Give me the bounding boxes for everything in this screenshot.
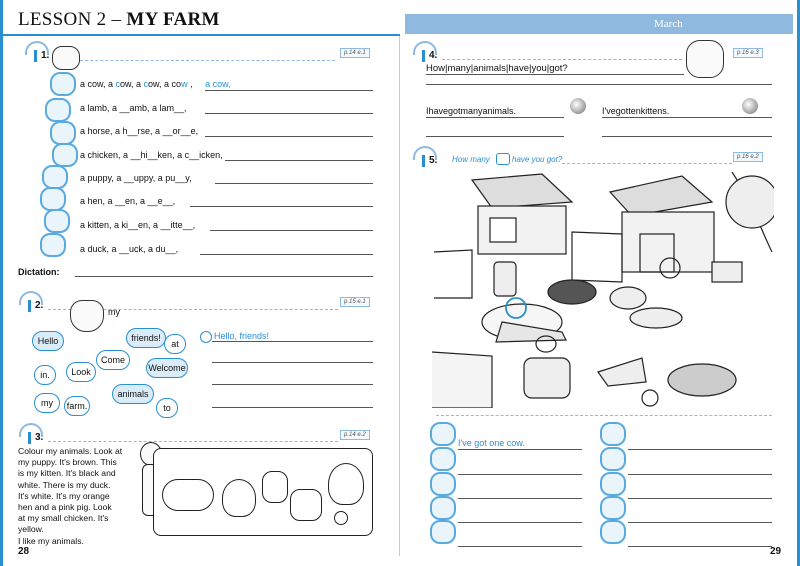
writing-line[interactable]	[628, 474, 772, 475]
exercise-5-hint: How many	[452, 155, 490, 164]
writing-line[interactable]	[628, 498, 772, 499]
exercise-4-number: 4.	[422, 50, 445, 62]
exercise-5-hint-2: have you got?	[512, 155, 563, 164]
dictation-label: Dictation:	[18, 267, 60, 277]
word-line-8: a duck, a __uck, a du__,	[80, 244, 179, 254]
duck-icon	[40, 233, 66, 257]
exercise-divider	[48, 441, 338, 442]
kitten-icon	[44, 209, 70, 233]
chicken-icon	[52, 143, 78, 167]
writing-line[interactable]	[628, 522, 772, 523]
book-reference: p.16 e.2	[733, 152, 763, 162]
page-number-left: 28	[18, 546, 30, 557]
word-line-3: a horse, a h__rse, a __or__e,	[80, 126, 199, 136]
puppy-icon	[600, 447, 626, 471]
word-cloud: Look	[66, 362, 96, 382]
left-edge	[0, 0, 3, 566]
exercise-4-answer-2: I'vegottenkittens.	[602, 106, 670, 116]
cat-head-icon	[52, 46, 80, 70]
word-cloud: my	[34, 393, 60, 413]
writing-line[interactable]	[205, 90, 373, 91]
writing-line[interactable]	[426, 84, 772, 85]
animal-hint-icon	[496, 153, 510, 165]
book-reference: p.14 e.2	[340, 430, 370, 440]
chicken-icon	[600, 496, 626, 520]
word-line-6: a hen, a __en, a __e__,	[80, 196, 176, 206]
month-label: March	[654, 18, 683, 30]
exercise-2-answer: Hello, friends!	[214, 331, 270, 341]
word-line-1: a cow, a cow, a cow, a cow , a cow,	[80, 79, 231, 89]
exercise-divider	[562, 163, 732, 164]
writing-line[interactable]	[602, 117, 772, 118]
kitten-icon	[600, 472, 626, 496]
word-cloud: Welcome	[146, 358, 188, 378]
goat-icon	[600, 520, 626, 544]
word-cloud: my	[108, 307, 120, 317]
writing-line[interactable]	[628, 546, 772, 547]
word-cloud: to	[156, 398, 178, 418]
exercise-divider	[436, 415, 772, 416]
writing-line[interactable]	[212, 362, 373, 363]
word-cloud: friends!	[126, 328, 166, 348]
book-reference: p.14 e.1	[340, 48, 370, 58]
hen-icon	[40, 187, 66, 211]
yarn-ball-icon	[570, 98, 586, 114]
exercise-1-number: 1.	[34, 50, 57, 62]
writing-line[interactable]	[426, 136, 564, 137]
word-cloud: Hello	[32, 331, 64, 351]
writing-line[interactable]	[602, 136, 772, 137]
pig-icon	[162, 479, 214, 511]
page-gutter	[399, 36, 400, 556]
word-cloud: animals	[112, 384, 154, 404]
writing-line[interactable]	[205, 136, 373, 137]
dictation-line[interactable]	[75, 276, 373, 277]
word-cloud: at	[164, 334, 186, 354]
header-bar-right	[405, 14, 793, 34]
hen-icon	[328, 463, 364, 505]
farm-scene-picture	[432, 172, 774, 408]
animals-picture	[153, 448, 373, 536]
writing-line[interactable]	[458, 449, 582, 450]
exercise-divider	[442, 59, 682, 60]
writing-line[interactable]	[426, 117, 564, 118]
yarn-ball-icon	[742, 98, 758, 114]
cow-icon	[50, 72, 76, 96]
lamb-icon	[45, 98, 71, 122]
puppy-icon	[290, 489, 322, 521]
word-cloud: in.	[34, 365, 56, 385]
writing-line[interactable]	[205, 113, 373, 114]
writing-line[interactable]	[426, 74, 684, 75]
writing-line[interactable]	[458, 546, 582, 547]
horse-icon	[430, 447, 456, 471]
lesson-title: LESSON 2 – MY FARM	[18, 9, 220, 30]
exercise-5-answer: I've got one cow.	[458, 438, 525, 448]
exercise-4-answer-1: Ihavegotmanyanimals.	[426, 106, 517, 116]
writing-line[interactable]	[210, 230, 373, 231]
writing-line[interactable]	[628, 449, 772, 450]
writing-line[interactable]	[212, 407, 373, 408]
duck-icon	[222, 479, 256, 517]
word-line-4: a chicken, a __hi__ken, a c__icken,	[80, 150, 223, 160]
word-line-7: a kitten, a ki__en, a __itte__,	[80, 220, 196, 230]
puppy-icon	[42, 165, 68, 189]
lamb-icon	[430, 520, 456, 544]
cow-icon	[430, 422, 456, 446]
farm-scene-drawing	[432, 172, 774, 408]
exercise-3-text: Colour my animals. Look at my puppy. It's brown. This is my kitten. It's black and white. There is my duck. It's white. It's my orange hen and a pink pig. Look at my small chicken. It's yellow. I like my animals.	[18, 446, 123, 546]
exercise-2-number: 2.	[28, 300, 51, 312]
goat-head-icon	[70, 300, 104, 332]
writing-line[interactable]	[200, 254, 373, 255]
duck-icon	[430, 496, 456, 520]
writing-line[interactable]	[212, 341, 373, 342]
writing-line[interactable]	[212, 384, 373, 385]
word-line-5: a puppy, a __uppy, a pu__y,	[80, 173, 192, 183]
hen-icon	[430, 472, 456, 496]
word-line-2: a lamb, a __amb, a lam__,	[80, 103, 187, 113]
word-cloud: farm.	[64, 396, 90, 416]
writing-line[interactable]	[225, 160, 373, 161]
kitten-with-yarn-icon	[686, 40, 724, 78]
exercise-3-number: 3.	[28, 432, 51, 444]
sun-icon	[200, 331, 212, 343]
answer-text: a cow,	[205, 79, 231, 89]
book-reference: p.16 e.3	[733, 48, 763, 58]
writing-line[interactable]	[215, 183, 373, 184]
horse-icon	[50, 121, 76, 145]
exercise-4-question: How|many|animals|have|you|got?	[426, 63, 568, 74]
exercise-divider	[55, 60, 335, 61]
writing-line[interactable]	[458, 498, 582, 499]
writing-line[interactable]	[190, 206, 373, 207]
book-reference: p.15 e.1	[340, 297, 370, 307]
writing-line[interactable]	[458, 474, 582, 475]
writing-line[interactable]	[458, 522, 582, 523]
pig-icon	[600, 422, 626, 446]
chick-icon	[334, 511, 348, 525]
page-number-right: 29	[770, 546, 782, 557]
word-cloud: Come	[96, 350, 130, 370]
exercise-5-number: 5.	[422, 155, 445, 167]
kitten-icon	[262, 471, 288, 503]
